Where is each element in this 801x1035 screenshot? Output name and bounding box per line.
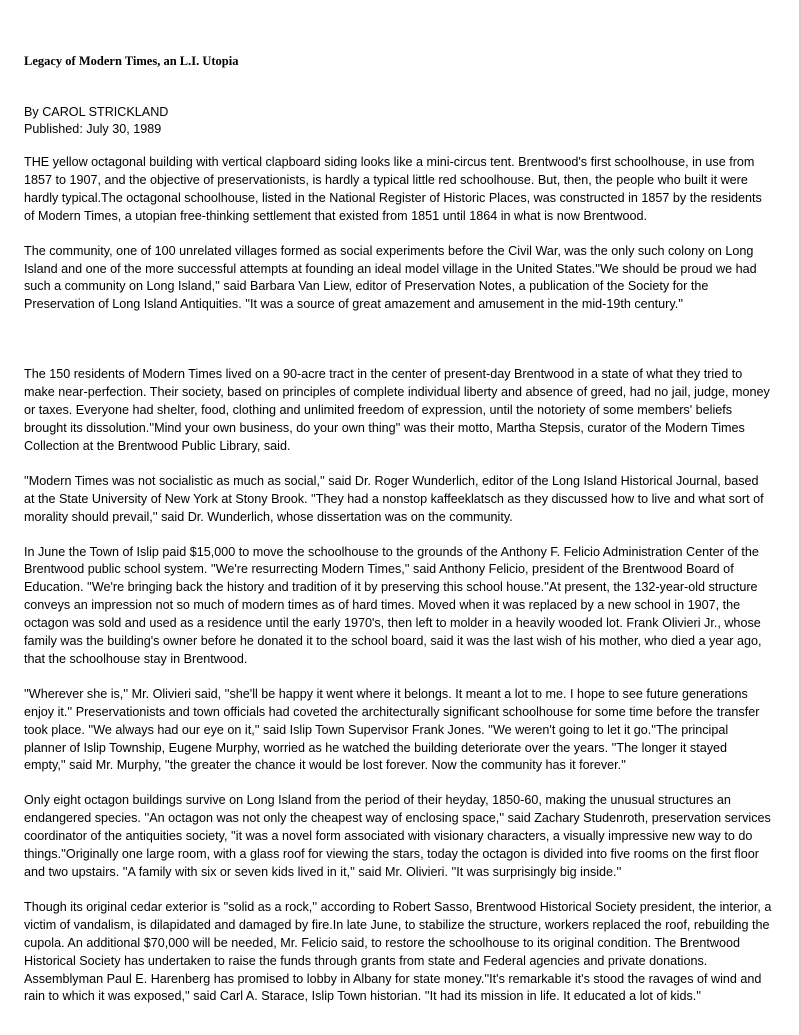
article-paragraph: In June the Town of Islip paid $15,000 to move the schoolhouse to the grounds of the Anthony F. Felicio Administration Center of the Brentwood public school system. ''We're resurrecting Modern Times,'' said Anthony Felicio, president of the Brentwood Board of Education. ''We're bringing back the history and tradition of it by preserving this school house.''At present, the 132-year-old structure conveys an impression not so much of modern times as of hard times. Moved when it was replaced by a new school in 1907, the octagon was sold and used as a residence until the early 1970's, then left to molder in a heavily wooded lot. Frank Olivieri Jr., whose family was the building's owner before he donated it to the school board, said it was the last wish of his mother, who died a year ago, that the schoolhouse stay in Brentwood. <box>24 544 762 666</box>
article <box>24 53 772 1023</box>
article-paragraph: ''Wherever she is,'' Mr. Olivieri said, ''she'll be happy it went where it belongs. It meant a lot to me. I hope to see future generations enjoy it.'' Preservationists and town officials had coveted the architecturally significant schoolhouse for some time before the transfer took place. ''We always had our eye on it,'' said Islip Town Supervisor Frank Jones. ''We weren't going to let it go.''The principal planner of Islip Township, Eugene Murphy, worried as he watched the building deteriorate over the years. ''The longer it stayed empty,'' said Mr. Murphy, ''the greater the chance it would be lost forever. Now the community has it forever.'' <box>24 686 760 773</box>
article-title: Legacy of Modern Times, an L.I. Utopia <box>24 54 239 68</box>
article-body <box>24 154 772 1006</box>
publish-date: Published: July 30, 1989 <box>24 122 162 136</box>
author-byline: By CAROL STRICKLAND <box>24 105 169 119</box>
article-paragraph: ''Modern Times was not socialistic as much as social,'' said Dr. Roger Wunderlich, editor of the Long Island Historical Journal, based at the State University of New York at Stony Brook. ''They had a nonstop kaffeeklatsch as they discussed how to live and what sort of morality should prevail,'' said Dr. Wunderlich, whose dissertation was on the community. <box>24 473 764 524</box>
article-paragraph: Only eight octagon buildings survive on Long Island from the period of their heyday, 1850-60, making the unusual structures an endangered species. ''An octagon was not only the cheapest way of enclosing space,'' said Zachary Studenroth, preservation services coordinator of the antiquities society, ''it was a novel form associated with visionary characters, a visually impressive new way to do things.''Originally one large room, with a glass roof for viewing the stars, today the octagon is divided into five rooms on the first floor and two upstairs. ''A family with six or seven kids lived in it,'' said Mr. Olivieri. ''It was surprisingly big inside.'' <box>24 793 771 879</box>
article-paragraph: THE yellow octagonal building with vertical clapboard siding looks like a mini-circus tent. Brentwood's first schoolhouse, in use from 1857 to 1907, and the objective of preservationists, is hardly a typical little red schoolhouse. But, then, the people who built it were hardly typical.The octagonal schoolhouse, listed in the National Register of Historic Places, was constructed in 1857 by the residents of Modern Times, a utopian free-thinking settlement that existed from 1851 until 1864 in what is now Brentwood. <box>24 155 762 223</box>
article-paragraph: Though its original cedar exterior is ''solid as a rock,'' according to Robert Sasso, Brentwood Historical Society president, the interior, a victim of vandalism, is dilapidated and damaged by fire.In late June, to stabilize the structure, workers replaced the roof, rebuilding the cupola. An additional $70,000 will be needed, Mr. Felicio said, to restore the schoolhouse to its original condition. The Brentwood Historical Society has undertaken to raise the funds through grants from state and Federal agencies and private donations. Assemblyman Paul E. Harenberg has promised to lobby in Albany for state money.''It's remarkable it's stood the ravages of wind and rain to which it was exposed,'' said Carl A. Starace, Islip Town historian. ''It had its mission in life. It educated a lot of kids.'' <box>24 899 772 1004</box>
article-meta <box>24 104 772 138</box>
article-paragraph: The 150 residents of Modern Times lived on a 90-acre tract in the center of present-day Brentwood in a state of what they tried to make near-perfection. Their society, based on principles of complete individual liberty and absence of greed, had no jail, judge, money or taxes. Everyone had shelter, food, clothing and unlimited freedom of expression, until the notoriety of some members' beliefs brought its dissolution.''Mind your own business, do your own thing'' was their motto, Martha Stepsis, curator of the Modern Times Collection at the Brentwood Public Library, said. <box>24 367 770 453</box>
article-paragraph: The community, one of 100 unrelated villages formed as social experiments before the Civil War, was the only such colony on Long Island and one of the more successful attempts at founding an ideal model village in the United States.''We should be proud we had such a community on Long Island,'' said Barbara Van Liew, editor of Preservation Notes, a publication of the Society for the Preservation of Long Island Antiquities. ''It was a source of great amazement and amusement in the mid-19th century.'' <box>24 243 757 312</box>
